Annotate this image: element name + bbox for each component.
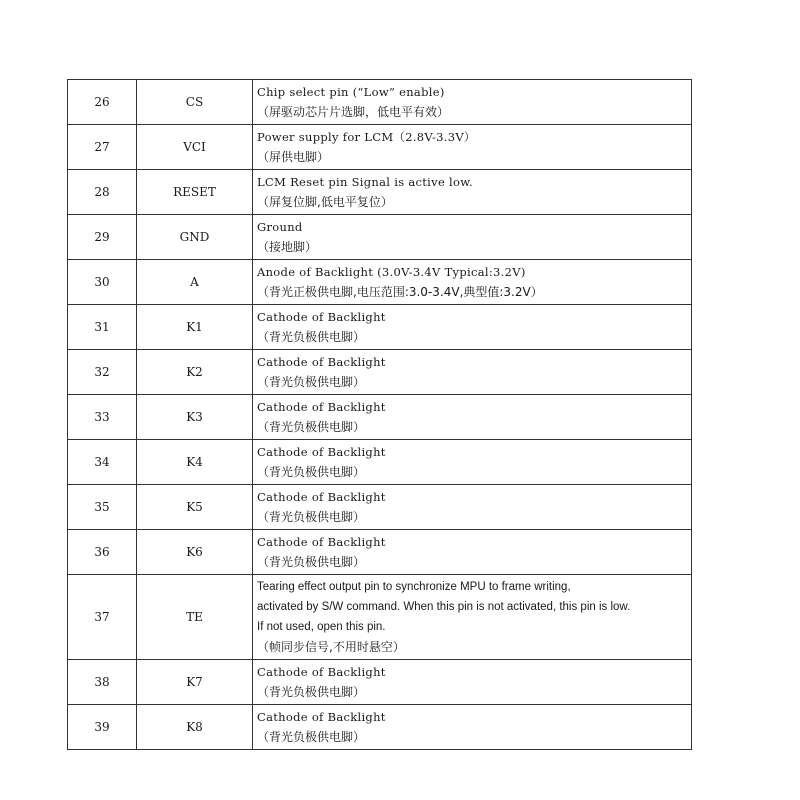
description-line: Cathode of Backlight (257, 310, 386, 324)
pin-number: 29 (68, 215, 137, 260)
pin-name: K3 (137, 395, 253, 440)
pin-name: K5 (137, 485, 253, 530)
pin-description (253, 80, 692, 125)
description-line: （屏复位脚,低电平复位） (257, 195, 393, 209)
description-line: （背光负极供电脚） (257, 465, 366, 479)
pin-number: 35 (68, 485, 137, 530)
description-line: （接地脚） (257, 240, 318, 254)
pin-number: 26 (68, 80, 137, 125)
pin-number: 34 (68, 440, 137, 485)
description-line: （背光负极供电脚） (257, 555, 366, 569)
pin-name: A (137, 260, 253, 305)
pin-description (253, 440, 692, 485)
description-line: （背光负极供电脚） (257, 730, 366, 744)
table-row (68, 125, 692, 170)
pin-number: 38 (68, 660, 137, 705)
pin-number: 37 (68, 575, 137, 660)
pin-name: K1 (137, 305, 253, 350)
pin-description (253, 305, 692, 350)
pin-description (253, 705, 692, 750)
table-row (68, 395, 692, 440)
description-line: Cathode of Backlight (257, 535, 386, 549)
pin-name: K8 (137, 705, 253, 750)
description-line: （屏供电脚） (257, 150, 330, 164)
pin-name: K6 (137, 530, 253, 575)
pin-description (253, 575, 692, 660)
pin-number: 31 (68, 305, 137, 350)
pin-name: K2 (137, 350, 253, 395)
pin-description (253, 125, 692, 170)
description-line: Cathode of Backlight (257, 445, 386, 459)
table-row (68, 215, 692, 260)
pin-name: K4 (137, 440, 253, 485)
table-row (68, 440, 692, 485)
description-line: Anode of Backlight (3.0V-3.4V Typical:3.2V) (257, 265, 526, 279)
table-row (68, 705, 692, 750)
pin-number: 33 (68, 395, 137, 440)
table-row (68, 260, 692, 305)
pin-number: 27 (68, 125, 137, 170)
pin-name: CS (137, 80, 253, 125)
pin-name: RESET (137, 170, 253, 215)
description-line: LCM Reset pin Signal is active low. (257, 175, 473, 189)
description-line: （屏驱动芯片片选脚，低电平有效） (257, 105, 450, 119)
description-line: （背光负极供电脚） (257, 420, 366, 434)
description-line: Cathode of Backlight (257, 665, 386, 679)
description-line: （背光负极供电脚） (257, 510, 366, 524)
description-line: If not used, open this pin. (257, 621, 386, 633)
pin-name: VCI (137, 125, 253, 170)
pin-table (67, 79, 692, 750)
pin-table-body (68, 80, 692, 750)
pin-number: 30 (68, 260, 137, 305)
table-row (68, 305, 692, 350)
table-row (68, 660, 692, 705)
pin-name: K7 (137, 660, 253, 705)
description-line: Cathode of Backlight (257, 710, 386, 724)
pin-description (253, 170, 692, 215)
description-line: Cathode of Backlight (257, 400, 386, 414)
description-line: Ground (257, 220, 303, 234)
description-line: （背光负极供电脚） (257, 685, 366, 699)
table-row (68, 350, 692, 395)
pin-name: GND (137, 215, 253, 260)
pin-description (253, 350, 692, 395)
pin-description (253, 660, 692, 705)
description-line: （帧同步信号,不用时悬空） (257, 640, 405, 654)
pin-number: 39 (68, 705, 137, 750)
table-row (68, 530, 692, 575)
pin-description (253, 260, 692, 305)
description-line: Tearing effect output pin to synchronize MPU to frame writing, (257, 581, 571, 593)
pin-description (253, 215, 692, 260)
pin-number: 28 (68, 170, 137, 215)
pin-description (253, 485, 692, 530)
pin-number: 32 (68, 350, 137, 395)
description-line: （背光负极供电脚） (257, 330, 366, 344)
description-line: Power supply for LCM（2.8V-3.3V） (257, 130, 476, 144)
table-row (68, 485, 692, 530)
table-row (68, 80, 692, 125)
table-row (68, 170, 692, 215)
pin-name: TE (137, 575, 253, 660)
description-line: activated by S/W command. When this pin is not activated, this pin is low. (257, 601, 631, 613)
pin-number: 36 (68, 530, 137, 575)
pin-description (253, 395, 692, 440)
description-line: Chip select pin (“Low” enable) (257, 85, 445, 99)
table-row (68, 575, 692, 660)
pin-description (253, 530, 692, 575)
description-line: Cathode of Backlight (257, 490, 386, 504)
description-line: （背光正极供电脚,电压范围:3.0-3.4V,典型值:3.2V） (257, 285, 543, 299)
description-line: （背光负极供电脚） (257, 375, 366, 389)
description-line: Cathode of Backlight (257, 355, 386, 369)
